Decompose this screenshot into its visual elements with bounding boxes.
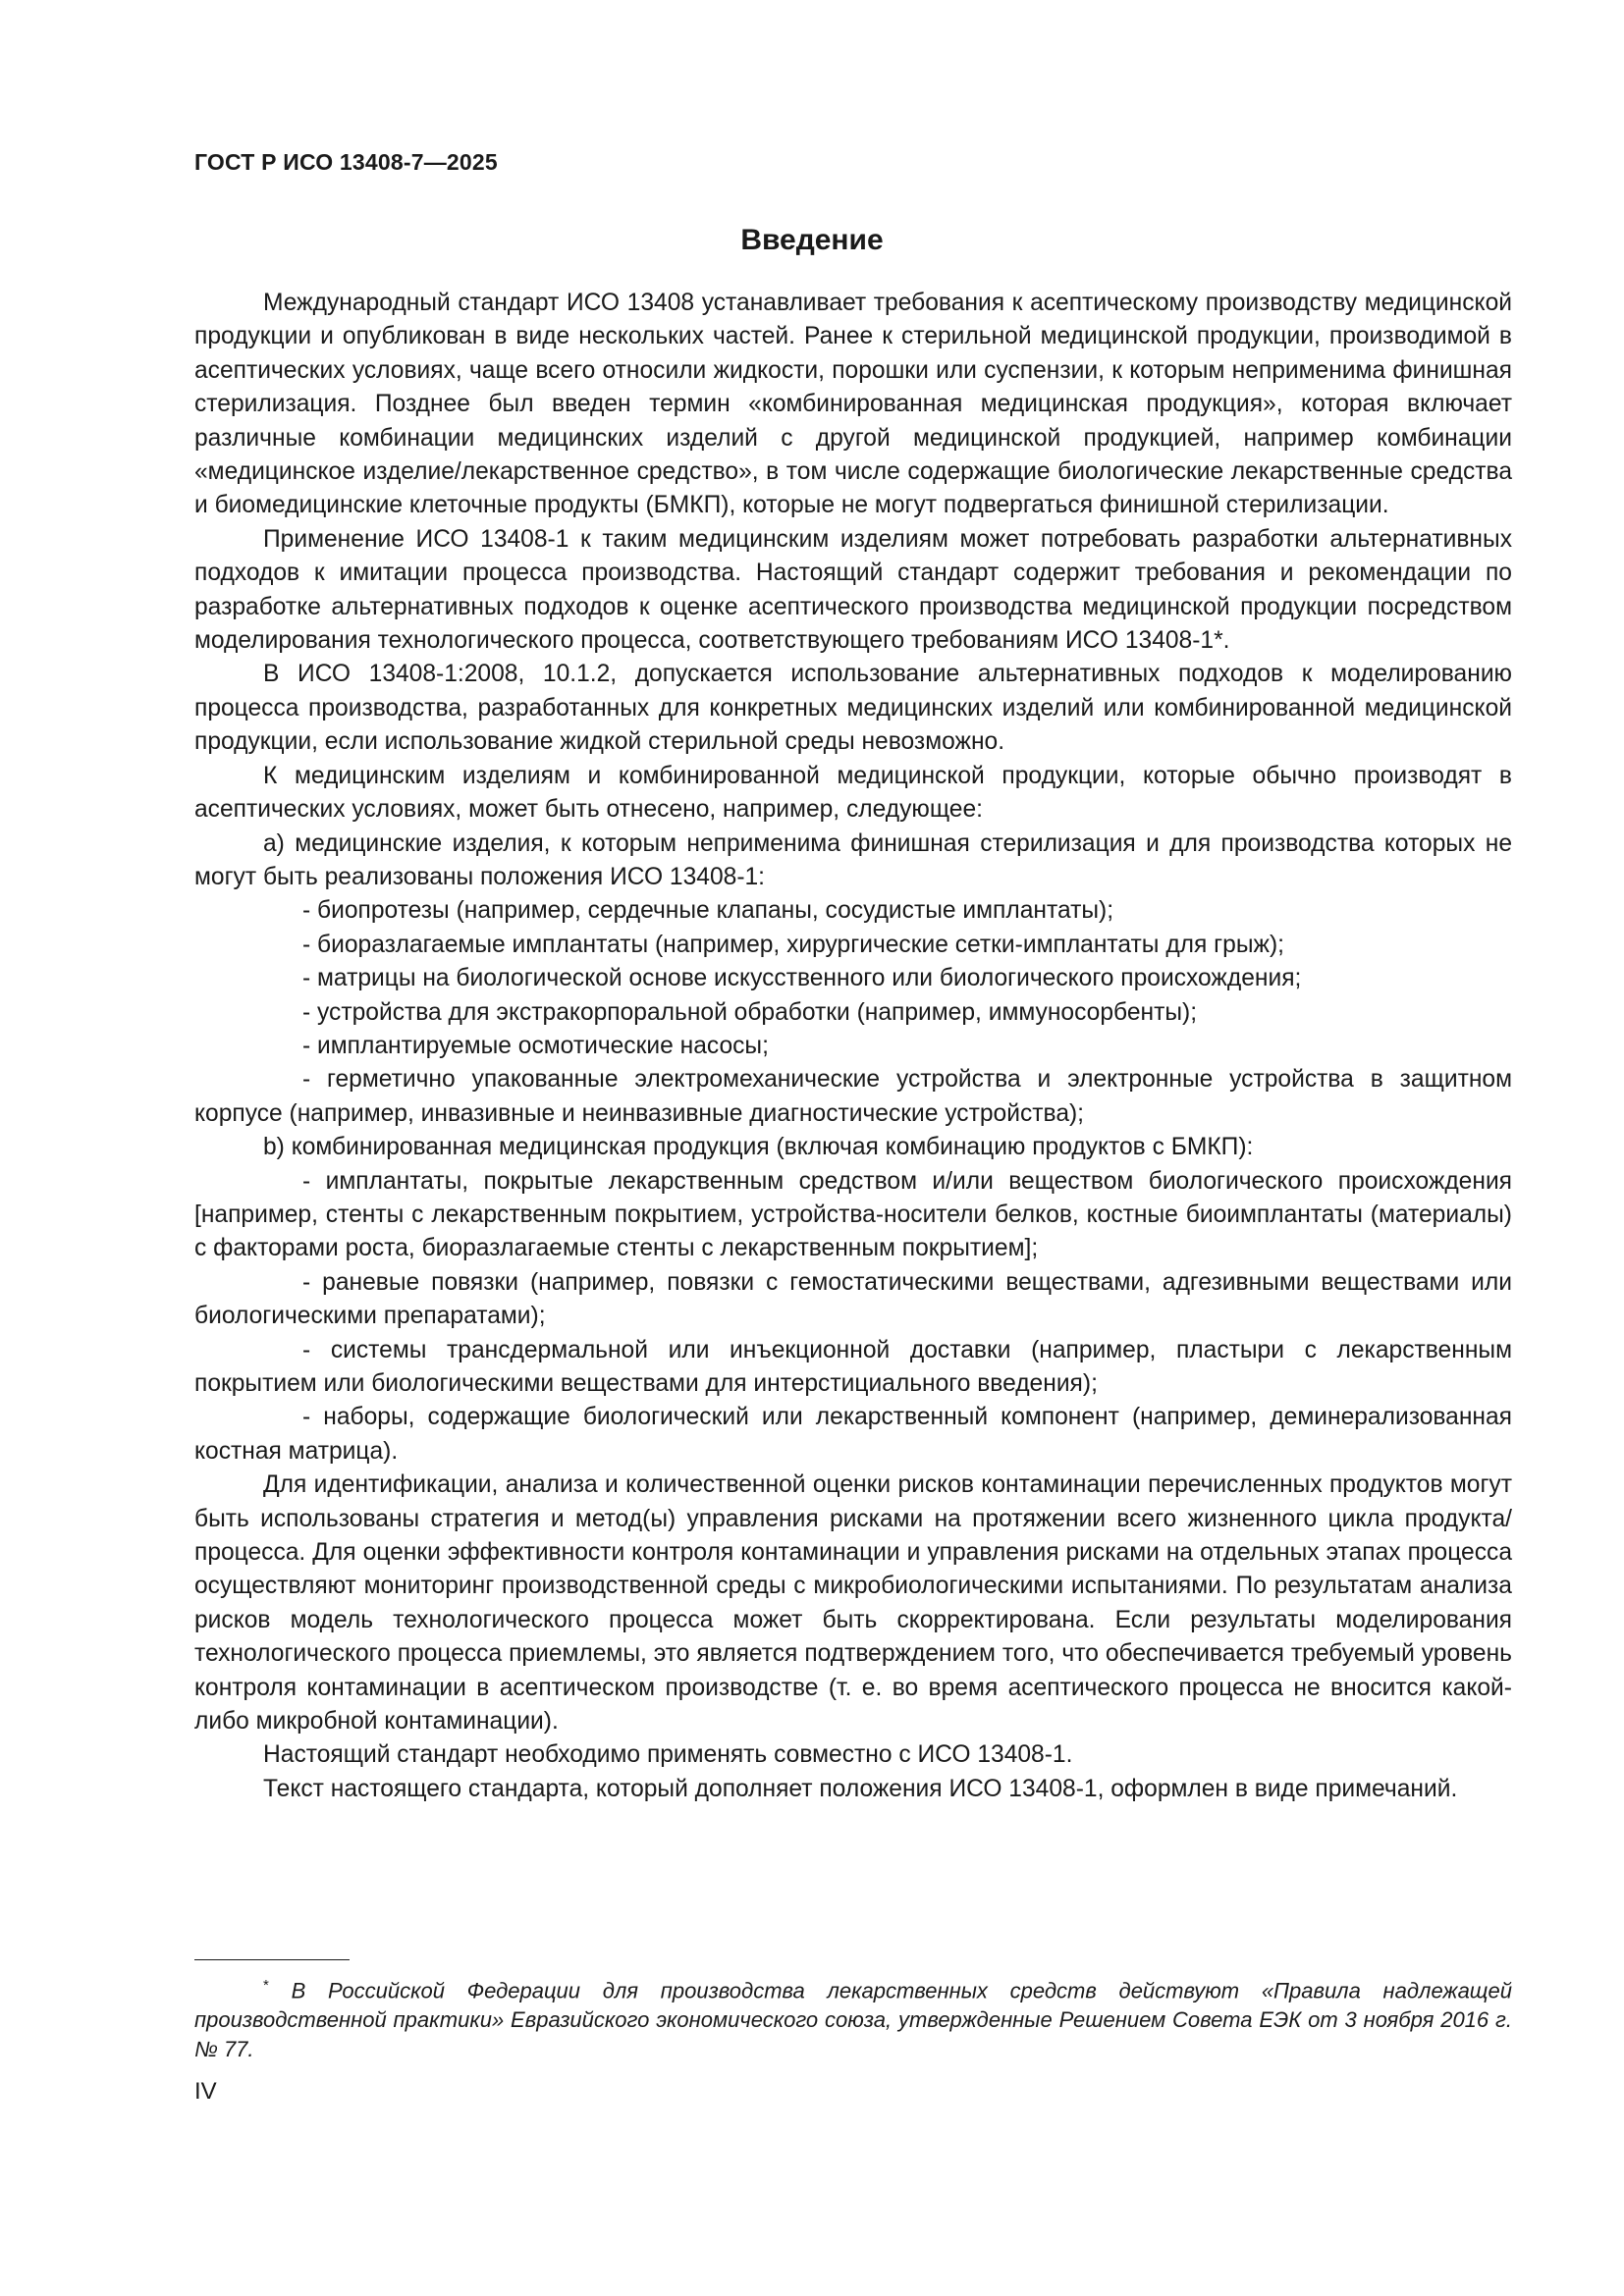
list-subitem: - имплантируемые осмотические насосы;: [302, 1032, 769, 1059]
list-subitem: - имплантаты, покрытые лекарственным средством и/или веществом биологического происхождения [например, стенты с лекарственным покрытием, устройства-носители белков, костные биоимплантаты (материалы) с факторами роста, биоразлагаемые стенты с лекарственным покрытием];: [194, 1167, 1512, 1262]
footnote-text: В Российской Федерации для производства лекарственных средств действуют «Правила надлежащей производственной практики» Евразийского экономического союза, утвержденные Решением Совета ЕЭК от 3 ноября 2016 г. № 77.: [194, 1978, 1512, 2062]
list-subitem: - биопротезы (например, сердечные клапаны, сосудистые имплантаты);: [302, 897, 1114, 925]
footnote-marker: *: [263, 1977, 269, 1994]
list-subitem: - раневые повязки (например, повязки с гемостатическими веществами, адгезивными веществами или биологическими препаратами);: [194, 1268, 1512, 1330]
list-item-b: b) комбинированная медицинская продукция (включая комбинацию продуктов с БМКП):: [263, 1134, 1254, 1161]
list-subitem: - системы трансдермальной или инъекционной доставки (например, пластыри с лекарственным покрытием или биологическими веществами для интерстициального введения);: [194, 1336, 1512, 1397]
list-item-a: a) медицинские изделия, к которым неприменима финишная стерилизация и для производства которых не могут быть реализованы положения ИСО 13408-1:: [194, 829, 1512, 890]
paragraph-intro: Международный стандарт ИСО 13408 устанавливает требования к асептическому производству медицинской продукции и опубликован в виде нескольких частей. Ранее к стерильной медицинской продукции, производимой в асептических условиях, чаще всего относили жидкости, порошки или суспензии, к которым неприменима финишная стерилизация. Позднее был введен термин «комбинированная медицинская продукция», которая включает различные комбинации медицинских изделий с другой медицинской продукцией, например комбинации «медицинское изделие/лекарственное средство», в том числе содержащие биологические лекарственные средства и биомедицинские клеточные продукты (БМКП), которые не могут подвергаться финишной стерилизации.: [194, 290, 1512, 519]
page-number: IV: [194, 2078, 217, 2105]
body-text: [194, 287, 1512, 1806]
footnote-divider: [194, 1959, 350, 1960]
list-subitem: - устройства для экстракорпоральной обработки (например, иммуносорбенты);: [302, 998, 1198, 1026]
paragraph-reference: В ИСО 13408-1:2008, 10.1.2, допускается использование альтернативных подходов к моделированию процесса производства, разработанных для конкретных медицинских изделий или комбинированной медицинской продукции, если использование жидкой стерильной среды невозможно.: [194, 661, 1512, 756]
section-title: Введение: [740, 224, 884, 256]
footnote: [194, 1971, 1512, 2064]
list-subitem: - герметично упакованные электромеханические устройства и электронные устройства в защитном корпусе (например, инвазивные и неинвазивные диагностические устройства);: [194, 1066, 1512, 1127]
document-code-header: ГОСТ Р ИСО 13408-7—2025: [194, 149, 498, 175]
paragraph-risk-management: Для идентификации, анализа и количественной оценки рисков контаминации перечисленных продуктов могут быть использованы стратегия и метод(ы) управления рисками на протяжении всего жизненного цикла продукта/процесса. Для оценки эффективности контроля контаминации и управления рисками на отдельных этапах процесса осуществляют мониторинг производственной среды с микробиологическими испытаниями. По результатам анализа рисков модель технологического процесса может быть скорректирована. Если результаты моделирования технологического процесса приемлемы, это является подтверждением того, что обеспечивается требуемый уровень контроля контаминации в асептическом производстве (т. е. во время асептического процесса не вносится какой-либо микробной контаминации).: [194, 1471, 1512, 1735]
paragraph-joint-use: Настоящий стандарт необходимо применять совместно с ИСО 13408-1.: [263, 1741, 1073, 1769]
list-subitem: - матрицы на биологической основе искусственного или биологического происхождения;: [302, 965, 1302, 992]
paragraph-list-intro: К медицинским изделиям и комбинированной медицинской продукции, которые обычно производят в асептических условиях, может быть отнесено, например, следующее:: [194, 762, 1512, 824]
paragraph-application: Применение ИСО 13408-1 к таким медицинским изделиям может потребовать разработки альтернативных подходов к имитации процесса производства. Настоящий стандарт содержит требования и рекомендации по разработке альтернативных подходов к оценке асептического производства медицинской продукции посредством моделирования технологического процесса, соответствующего требованиям ИСО 13408-1*.: [194, 525, 1512, 655]
paragraph-notes-format: Текст настоящего стандарта, который дополняет положения ИСО 13408-1, оформлен в виде примечаний.: [263, 1775, 1458, 1802]
list-subitem: - наборы, содержащие биологический или лекарственный компонент (например, деминерализованная костная матрица).: [194, 1404, 1512, 1465]
list-subitem: - биоразлагаемые имплантаты (например, хирургические сетки-имплантаты для грыж);: [302, 931, 1284, 958]
